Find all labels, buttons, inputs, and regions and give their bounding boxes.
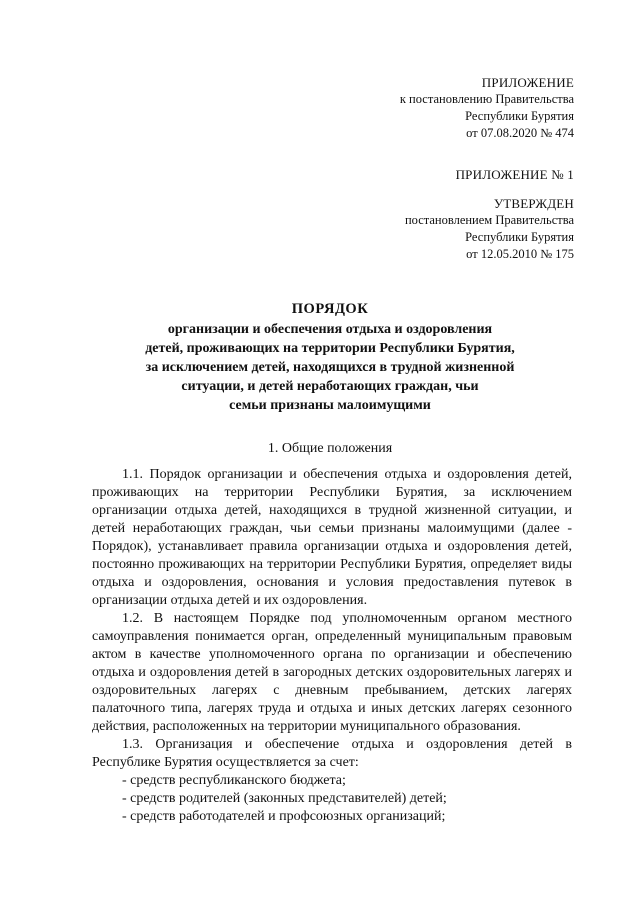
section-heading: 1. Общие положения	[267, 441, 393, 456]
appendix-1-title: ПРИЛОЖЕНИЕ № 1	[455, 167, 574, 182]
appendix-header	[400, 74, 574, 142]
approved-line-1: постановлением Правительства	[404, 213, 574, 227]
paragraph-1-1: 1.1. Порядок организации и обеспечения отдыха и оздоровления детей, проживающих на территории Республики Бурятия, за исключением организации отдыха детей, находящихся в трудной жизненной ситуации, и детей неработающих граждан, чьи семьи признаны малоимущими (далее - Порядок), устанавливает правила организации отдыха и оздоровления детей, постоянно проживающих на территории Республики Бурятия, определяет виды отдыха и оздоровления, основания и условия предоставления путевок в организации отдыха детей и их оздоровления.	[92, 467, 572, 608]
appendix-line-1: к постановлению Правительства	[399, 92, 574, 106]
title-line-3: за исключением детей, находящихся в трудной жизненной	[145, 360, 515, 375]
approved-line-3: от 12.05.2010 № 175	[466, 247, 574, 261]
title-line-5: семьи признаны малоимущими	[229, 398, 431, 413]
appendix-line-3: от 07.08.2020 № 474	[466, 126, 574, 140]
title-main: ПОРЯДОК	[291, 301, 369, 317]
list-item: - средств республиканского бюджета;	[122, 773, 346, 788]
title-line-1: организации и обеспечения отдыха и оздоровления	[167, 322, 493, 337]
appendix-1-header	[456, 166, 574, 183]
approved-title: УТВЕРЖДЕН	[493, 196, 574, 211]
approved-line-2: Республики Бурятия	[465, 230, 574, 244]
paragraph-1-3: 1.3. Организация и обеспечение отдыха и оздоровления детей в Республике Бурятия осуществляется за счет:	[92, 737, 572, 770]
section-body	[92, 466, 572, 826]
appendix-line-2: Республики Бурятия	[465, 109, 574, 123]
appendix-title: ПРИЛОЖЕНИЕ	[481, 75, 574, 90]
title-line-2: детей, проживающих на территории Республики Бурятия,	[145, 341, 515, 356]
approved-header	[405, 195, 574, 263]
list-item: - средств родителей (законных представителей) детей;	[122, 791, 447, 806]
document-title	[60, 300, 600, 415]
title-line-4: ситуации, и детей неработающих граждан, чьи	[181, 379, 479, 394]
paragraph-1-2: 1.2. В настоящем Порядке под уполномоченным органом местного самоуправления понимается орган, определенный муниципальным правовым актом в качестве уполномоченного органа по организации и обеспечению отдыха и оздоровления детей в загородных детских оздоровительных лагерях и оздоровительных лагерях с дневным пребыванием, детских лагерях палаточного типа, лагерях труда и отдыха и иных детских лагерях сезонного действия, расположенных на территории муниципального образования.	[92, 611, 572, 734]
list-item: - средств работодателей и профсоюзных организаций;	[122, 809, 446, 824]
